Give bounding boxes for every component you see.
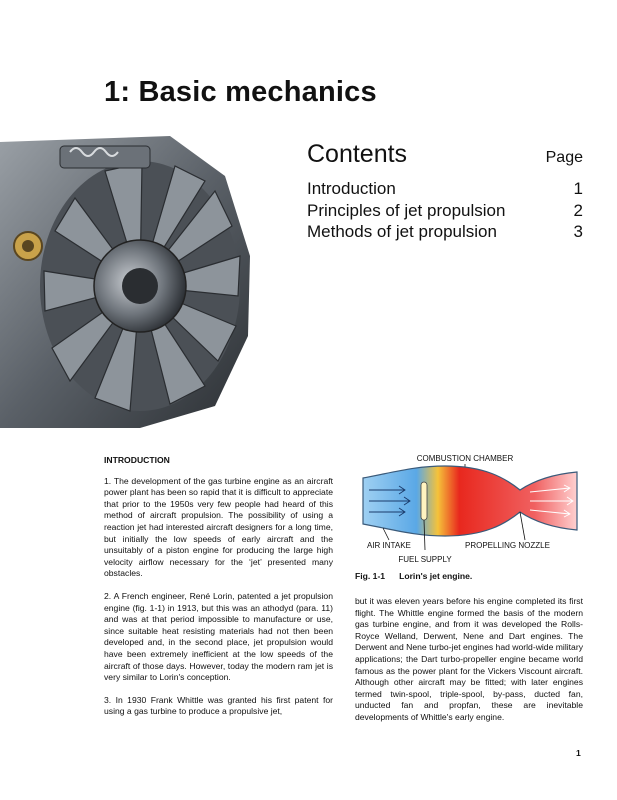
engine-cutaway-illustration [0,136,292,428]
toc-item-label: Methods of jet propulsion [307,222,497,241]
figure-caption-text: Lorin's jet engine. [399,571,473,581]
toc-item-page: 2 [573,200,583,220]
label-combustion-chamber: COMBUSTION CHAMBER [416,454,514,463]
introduction-right-column [355,596,583,735]
figure-number: Fig. 1-1 [355,571,386,581]
label-fuel-supply: FUEL SUPPLY [398,555,452,564]
leader-line [520,512,525,540]
page-number: 1 [576,748,581,758]
contents-panel [307,140,583,243]
figure-caption [355,571,472,581]
paragraph-3-continued: but it was eleven years before his engine completed its first flight. The Whittle engine formed the basis of the modern gas turbine engine, and from it was developed the Rolls-Royce Welland, Derwent, Nene and Dart engines. The Derwent and Nene turbo-jet engines had world-wide military applications; the Dart turbo-propeller engine became world famous as the power plant for the Vickers Viscount aircraft. Although other aircraft may be fitted; with later engines termed twin-spool, triple-spool, by-pass, ducted fan, unducted fan and propfan, these are inevitable developments of Whittle's early engine. [355,596,583,722]
label-propelling-nozzle: PROPELLING NOZZLE [465,541,550,550]
chapter-title: 1: Basic mechanics [104,76,377,108]
paragraph-2: 2. A French engineer, René Lorin, patented a jet propulsion engine (fig. 1-1) in 1913, but this was an athodyd (para. 11) and was at that period impossible to manufacture or use, since suitable heat resisting materials had not then been developed and, in the second place, jet propulsion would have been extremely inefficient at the low speeds of the aircraft of those days. However, today the modern ram jet is very similar to Lorin's conception. [104,590,333,683]
paragraph-3: 3. In 1930 Frank Whittle was granted his first patent for using a gas turbine to produce a propulsive jet, [104,694,333,717]
toc-item-page: 3 [573,222,583,241]
leader-line [383,528,389,540]
contents-page-label: Page [545,149,583,166]
paragraph-1: 1. The development of the gas turbine engine as an aircraft power plant has been so rapid that it is difficult to appreciate that prior to the 1950s very few people had heard of this method of aircraft propulsion. The possibility of using a reaction jet had interested aircraft designers for a long time, but initially the low speeds of early aircraft and the unsuitably of a piston engine for producing the large high velocity airflow necessary for the ‘jet’ presented many obstacles. [104,475,333,579]
label-air-intake: AIR INTAKE [367,541,411,550]
toc-item-principles[interactable] [307,200,583,222]
toc-item-introduction[interactable] [307,178,583,200]
lorin-engine-diagram [355,450,583,568]
introduction-left-column [104,455,333,729]
toc-item-methods[interactable] [307,221,583,243]
section-heading: INTRODUCTION [104,455,170,465]
fuel-injector [421,482,427,520]
figure-lorin-jet-engine [355,450,583,585]
contents-title: Contents [307,140,408,168]
toc-item-label: Introduction [307,179,396,198]
toc-item-label: Principles of jet propulsion [307,200,506,220]
toc-item-page: 1 [573,179,583,198]
